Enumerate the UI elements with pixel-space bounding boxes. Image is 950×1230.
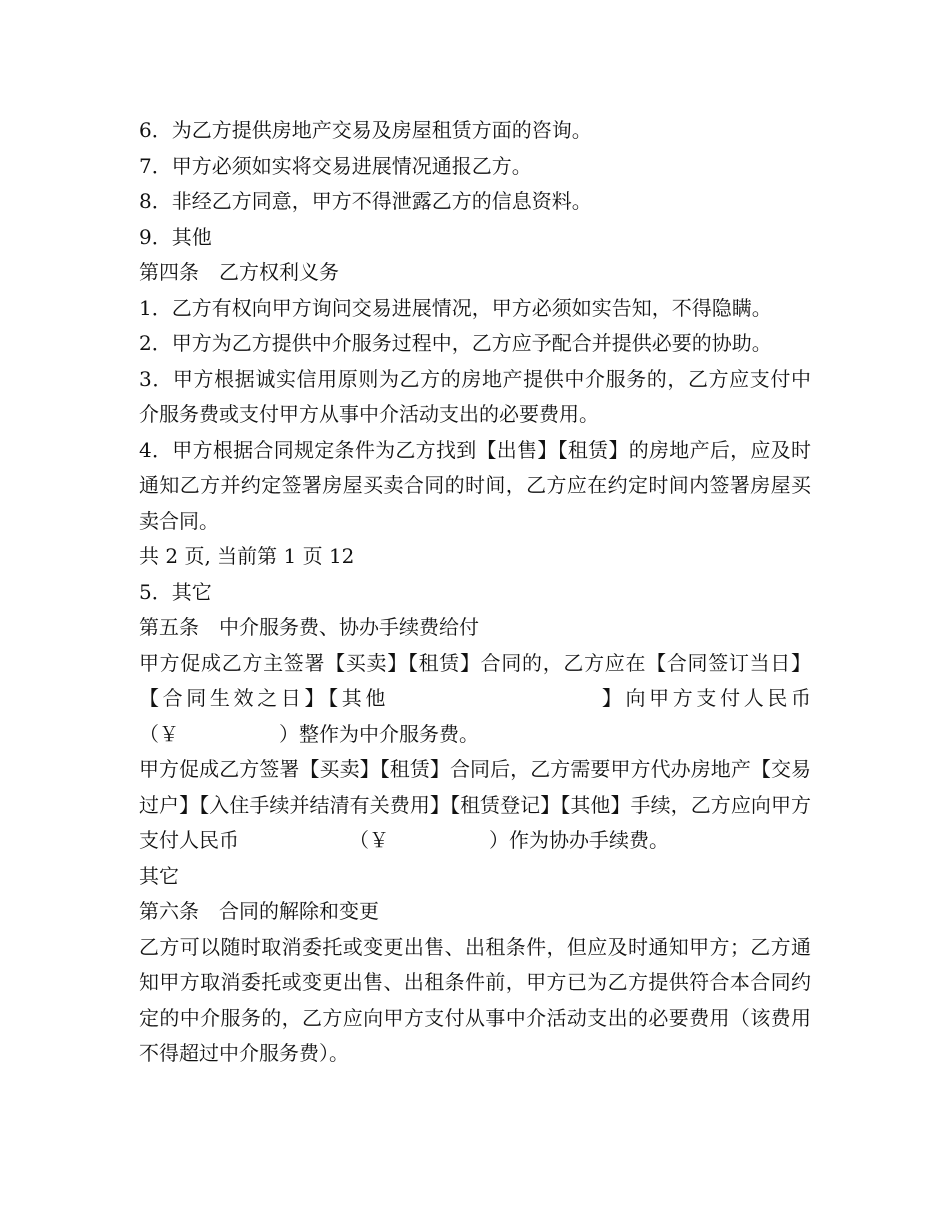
clause-item-7: 7．甲方必须如实将交易进展情况通报乙方。 [139,153,532,178]
clause-item-9: 9．其他 [139,224,212,249]
article-4-item-4: 4．甲方根据合同规定条件为乙方找到【出售】【租赁】的房地产后，应及时通知乙方并约定签署房屋买卖合同的时间，乙方应在约定时间内签署房屋买卖合同。 [139,437,811,533]
article-6-heading: 第六条 合同的解除和变更 [139,899,379,923]
article-5-other: 其它 [139,863,179,888]
article-5-heading: 第五条 中介服务费、协办手续费给付 [139,615,479,639]
article-4-item-1: 1．乙方有权向甲方询问交易进展情况，甲方必须如实告知，不得隐瞒。 [139,295,772,320]
clause-item-6: 6．为乙方提供房地产交易及房屋租赁方面的咨询。 [139,118,592,142]
article-4-item-5: 5．其它 [139,579,212,604]
article-4-item-2: 2．甲方为乙方提供中介服务过程中，乙方应予配合并提供必要的协助。 [139,331,772,355]
article-4-item-3: 3．甲方根据诚实信用原则为乙方的房地产提供中介服务的，乙方应支付中介服务费或支付甲方从事中介活动支出的必要费用。 [139,366,811,426]
article-5-paragraph-1: 甲方促成乙方主签署【买卖】【租赁】合同的，乙方应在【合同签订当日】【合同生效之日】【其他 】向甲方支付人民币（￥ ）整作为中介服务费。 [139,650,811,746]
article-4-heading: 第四条 乙方权利义务 [139,260,339,284]
document-page [139,113,811,1072]
clause-item-8: 8．非经乙方同意，甲方不得泄露乙方的信息资料。 [139,189,592,213]
article-6-paragraph: 乙方可以随时取消委托或变更出售、出租条件，但应及时通知甲方；乙方通知甲方取消委托或变更出售、出租条件前，甲方已为乙方提供符合本合同约定的中介服务的，乙方应向甲方支付从事中介活动支出的必要费用（该费用不得超过中介服务费）。 [139,934,811,1065]
page-footer: 共 2 页, 当前第 1 页 12 [139,544,355,568]
article-5-paragraph-2: 甲方促成乙方签署【买卖】【租赁】合同后，乙方需要甲方代办房地产【交易过户】【入住手续并结清有关费用】【租赁登记】【其他】手续，乙方应向甲方支付人民币 （￥ ）作为协办手续费。 [139,757,811,852]
